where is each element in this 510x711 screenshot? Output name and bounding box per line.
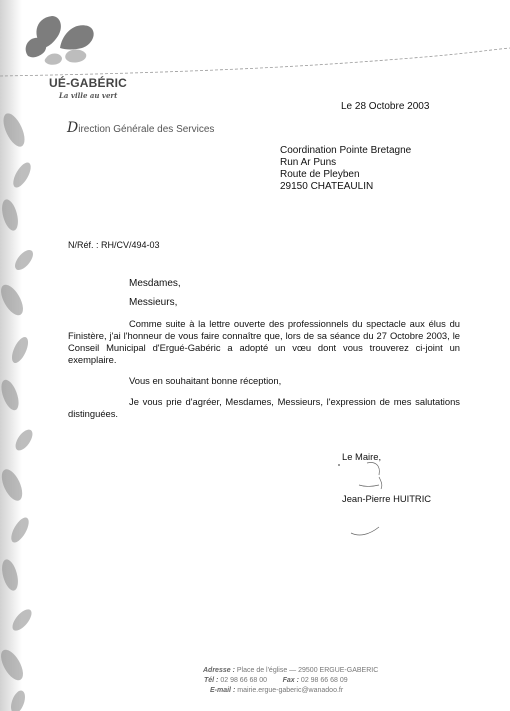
footer-email-value: mairie.ergue-gaberic@wanadoo.fr	[237, 687, 344, 694]
footer-email-label: E-mail :	[210, 687, 236, 694]
footer-tel-label: Tél :	[204, 677, 219, 684]
recipient-address	[280, 145, 411, 193]
salutation-line-1: Mesdames,	[129, 278, 181, 289]
address-line: Coordination Pointe Bretagne	[280, 145, 412, 156]
department-initial: D	[67, 120, 79, 136]
body-paragraph-2: Vous en souhaitant bonne réception,	[129, 375, 282, 386]
address-line: Run Ar Puns	[280, 157, 337, 168]
salutation-line-2: Messieurs,	[129, 297, 178, 308]
department-heading	[67, 120, 214, 136]
department-name: irection Générale des Services	[78, 124, 215, 135]
body-paragraph-3: Je vous prie d'agréer, Mesdames, Messieurs, l'expression de mes salutations distinguées.	[68, 396, 460, 419]
footer-fax-value: 02 98 66 68 09	[300, 677, 348, 684]
footer-address-label: Adresse :	[203, 667, 235, 674]
address-line: Route de Pleyben	[280, 169, 360, 180]
decorative-leaf-strip	[0, 0, 46, 711]
signatory-name: Jean-Pierre HUITRIC	[342, 493, 432, 504]
town-brand-name: UÉ-GABÉRIC	[49, 76, 128, 90]
body-paragraph-1: Comme suite à la lettre ouverte des professionnels du spectacle aux élus du Finistère, j'ai l'honneur de vous faire connaître que, lors de sa séance du 27 Octobre 2003, le Conseil Municipal d'Ergué-Gabéric a adopté un vœu dont vous trouverez ci-joint un exemplaire.	[68, 318, 460, 365]
reference-number: N/Réf. : RH/CV/494-03	[68, 240, 160, 250]
town-logo	[14, 8, 104, 72]
town-tagline: La ville au vert	[59, 91, 118, 100]
address-line: 29150 CHATEAULIN	[280, 181, 374, 192]
footer-address-value: Place de l'église — 29500 ERGUE-GABERIC	[236, 667, 379, 674]
footer-tel-value: 02 98 66 68 00	[220, 677, 268, 684]
footer-fax-label: Fax :	[282, 677, 299, 684]
letter-date: Le 28 Octobre 2003	[341, 101, 430, 112]
letter-footer	[195, 666, 378, 696]
signatory-title: Le Maire,	[342, 451, 382, 462]
